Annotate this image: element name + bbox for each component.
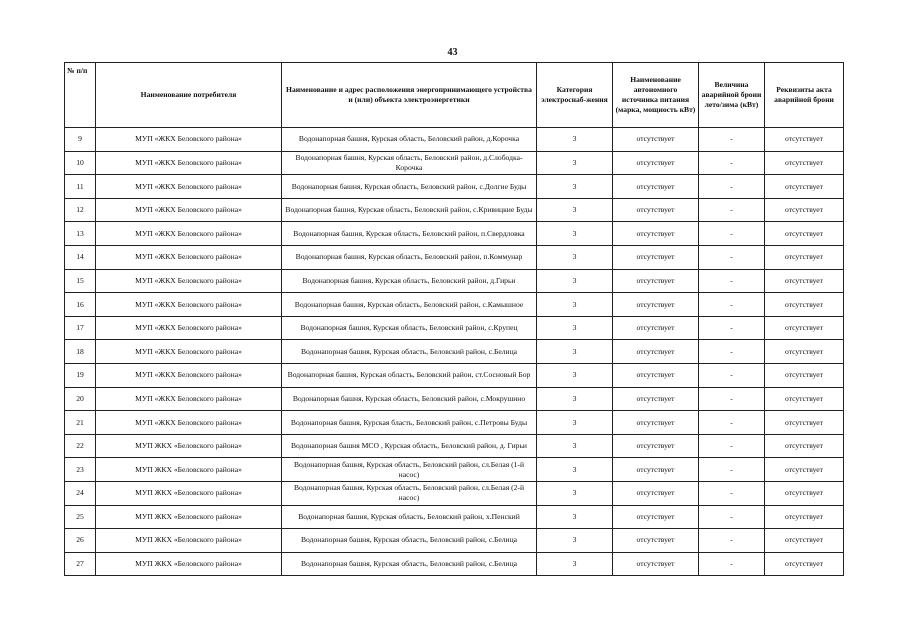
header-category: Категория электроснаб-жения (537, 63, 613, 128)
cell-consumer: МУП «ЖКХ Беловского района» (96, 175, 282, 199)
cell-act: отсутствует (765, 411, 844, 435)
header-consumer: Наименование потребителя (96, 63, 282, 128)
cell-source: отсутствует (613, 481, 699, 505)
cell-reserve: - (699, 245, 765, 269)
cell-consumer: МУП «ЖКХ Беловского района» (96, 363, 282, 387)
header-reserve: Величина аварийной брони лето/зима (кВт) (699, 63, 765, 128)
cell-source: отсутствует (613, 293, 699, 317)
table-row (65, 411, 844, 435)
table-row (65, 552, 844, 576)
cell-source: отсутствует (613, 198, 699, 222)
header-source: Наименование автономного источника питания (марка, мощность кВт) (613, 63, 699, 128)
cell-num: 10 (65, 151, 96, 175)
cell-num: 24 (65, 481, 96, 505)
header-act: Реквизиты акта аварийной брони (765, 63, 844, 128)
cell-act: отсутствует (765, 175, 844, 199)
cell-consumer: МУП «ЖКХ Беловского района» (96, 269, 282, 293)
cell-consumer: МУП ЖКХ «Беловского района» (96, 458, 282, 482)
table-row (65, 245, 844, 269)
cell-object: Водонапорная башня, Курская область, Беловский район, д.Корочка (282, 128, 537, 152)
cell-category: 3 (537, 387, 613, 411)
page-number: 43 (447, 47, 458, 58)
cell-num: 21 (65, 411, 96, 435)
cell-reserve: - (699, 505, 765, 529)
cell-category: 3 (537, 269, 613, 293)
cell-object: Водонапорная башня, Курская бласть, Беловский район, с.Петровы Буды (282, 411, 537, 435)
cell-consumer: МУП «ЖКХ Беловского района» (96, 316, 282, 340)
cell-source: отсутствует (613, 529, 699, 553)
cell-act: отсутствует (765, 481, 844, 505)
cell-num: 23 (65, 458, 96, 482)
cell-reserve: - (699, 222, 765, 246)
cell-act: отсутствует (765, 529, 844, 553)
cell-num: 13 (65, 222, 96, 246)
cell-act: отсутствует (765, 293, 844, 317)
cell-object: Водонапорная башня, Курская область, Беловский район, д.Гирьи (282, 269, 537, 293)
cell-act: отсутствует (765, 552, 844, 576)
cell-source: отсутствует (613, 434, 699, 458)
cell-category: 3 (537, 458, 613, 482)
cell-consumer: МУП ЖКХ «Беловского района» (96, 481, 282, 505)
cell-consumer: МУП «ЖКХ Беловского района» (96, 198, 282, 222)
table-row (65, 505, 844, 529)
cell-category: 3 (537, 128, 613, 152)
cell-num: 17 (65, 316, 96, 340)
cell-consumer: МУП «ЖКХ Беловского района» (96, 128, 282, 152)
cell-source: отсутствует (613, 505, 699, 529)
cell-category: 3 (537, 222, 613, 246)
cell-reserve: - (699, 363, 765, 387)
table-body (65, 128, 844, 576)
table-row (65, 316, 844, 340)
table-row (65, 458, 844, 482)
table-row (65, 481, 844, 505)
cell-source: отсутствует (613, 175, 699, 199)
cell-consumer: МУП ЖКХ «Беловского района» (96, 529, 282, 553)
cell-num: 25 (65, 505, 96, 529)
cell-object: Водонапорная башня, Курская область, Беловский район, х.Пенский (282, 505, 537, 529)
cell-act: отсутствует (765, 434, 844, 458)
cell-reserve: - (699, 458, 765, 482)
cell-object: Водонапорная башня, Курская область, Беловский район, сл.Белая (2-й насос) (282, 481, 537, 505)
cell-category: 3 (537, 198, 613, 222)
table-row (65, 128, 844, 152)
cell-object: Водонапорная башня, Курская область, Беловский район, п.Коммунар (282, 245, 537, 269)
cell-reserve: - (699, 175, 765, 199)
cell-category: 3 (537, 151, 613, 175)
cell-object: Водонапорная башня, Курская область, Беловский район, с.Белица (282, 552, 537, 576)
cell-source: отсутствует (613, 411, 699, 435)
cell-reserve: - (699, 128, 765, 152)
cell-reserve: - (699, 434, 765, 458)
table-row (65, 340, 844, 364)
cell-act: отсутствует (765, 387, 844, 411)
cell-consumer: МУП «ЖКХ Беловского района» (96, 222, 282, 246)
cell-reserve: - (699, 316, 765, 340)
cell-source: отсутствует (613, 151, 699, 175)
table-header-row (65, 63, 844, 128)
cell-category: 3 (537, 340, 613, 364)
cell-category: 3 (537, 411, 613, 435)
cell-category: 3 (537, 529, 613, 553)
cell-object: Водонапорная башня, Курская область, Беловский район, с.Крупец (282, 316, 537, 340)
cell-object: Водонапорная башня, Курская область, Беловский район, с.Долгие Буды (282, 175, 537, 199)
cell-category: 3 (537, 245, 613, 269)
energy-consumers-table (64, 62, 844, 576)
cell-object: Водонапорная башня, Курская область, Беловский район, с.Камышное (282, 293, 537, 317)
header-object: Наименование и адрес расположения энергопринимающего устройства и (или) объекта электроэнергетики (282, 63, 537, 128)
cell-object: Водонапорная башня, Курская область, Беловский район, ст.Сосновый Бор (282, 363, 537, 387)
cell-num: 12 (65, 198, 96, 222)
cell-act: отсутствует (765, 505, 844, 529)
cell-num: 9 (65, 128, 96, 152)
cell-object: Водонапорная башня, Курская область, Беловский район, с.Белица (282, 529, 537, 553)
cell-category: 3 (537, 363, 613, 387)
cell-reserve: - (699, 198, 765, 222)
header-num: № п/п (65, 63, 96, 128)
cell-num: 11 (65, 175, 96, 199)
cell-consumer: МУП «ЖКХ Беловского района» (96, 340, 282, 364)
cell-act: отсутствует (765, 245, 844, 269)
table-row (65, 198, 844, 222)
cell-reserve: - (699, 151, 765, 175)
cell-source: отсутствует (613, 245, 699, 269)
cell-act: отсутствует (765, 151, 844, 175)
cell-num: 20 (65, 387, 96, 411)
table-row (65, 387, 844, 411)
cell-object: Водонапорная башня, Курская область, Беловский район, с.Белица (282, 340, 537, 364)
cell-object: Водонапорная башня, Курская область, Беловский район, с.Мокрушино (282, 387, 537, 411)
table-row (65, 293, 844, 317)
cell-reserve: - (699, 387, 765, 411)
cell-consumer: МУП «ЖКХ Беловского района» (96, 293, 282, 317)
cell-reserve: - (699, 411, 765, 435)
cell-act: отсутствует (765, 222, 844, 246)
cell-consumer: МУП «ЖКХ Беловского района» (96, 151, 282, 175)
cell-num: 14 (65, 245, 96, 269)
cell-num: 26 (65, 529, 96, 553)
cell-source: отсутствует (613, 316, 699, 340)
cell-category: 3 (537, 481, 613, 505)
cell-category: 3 (537, 505, 613, 529)
table-row (65, 434, 844, 458)
table-row (65, 151, 844, 175)
cell-num: 19 (65, 363, 96, 387)
cell-source: отсутствует (613, 340, 699, 364)
cell-category: 3 (537, 293, 613, 317)
cell-reserve: - (699, 481, 765, 505)
cell-consumer: МУП «ЖКХ Беловского района» (96, 387, 282, 411)
cell-category: 3 (537, 175, 613, 199)
table-row (65, 269, 844, 293)
cell-reserve: - (699, 293, 765, 317)
table-row (65, 222, 844, 246)
cell-object: Водонапорная башня МСО , Курская область, Беловский район, д. Гирьи (282, 434, 537, 458)
cell-category: 3 (537, 316, 613, 340)
cell-consumer: МУП «ЖКХ Беловского района» (96, 245, 282, 269)
cell-act: отсутствует (765, 340, 844, 364)
cell-source: отсутствует (613, 552, 699, 576)
cell-reserve: - (699, 529, 765, 553)
cell-act: отсутствует (765, 198, 844, 222)
cell-object: Водонапорная башня, Курская область, Беловский район, сл.Белая (1-й насос) (282, 458, 537, 482)
cell-act: отсутствует (765, 458, 844, 482)
cell-source: отсутствует (613, 387, 699, 411)
cell-source: отсутствует (613, 269, 699, 293)
cell-consumer: МУП ЖКХ «Беловского района» (96, 434, 282, 458)
cell-num: 16 (65, 293, 96, 317)
cell-source: отсутствует (613, 458, 699, 482)
cell-object: Водонапорная башня, Курская область, Беловский район, п.Свердловка (282, 222, 537, 246)
cell-source: отсутствует (613, 363, 699, 387)
cell-num: 27 (65, 552, 96, 576)
cell-num: 18 (65, 340, 96, 364)
cell-consumer: МУП ЖКХ «Беловского района» (96, 552, 282, 576)
cell-source: отсутствует (613, 128, 699, 152)
cell-num: 22 (65, 434, 96, 458)
cell-category: 3 (537, 552, 613, 576)
cell-category: 3 (537, 434, 613, 458)
cell-object: Водонапорная башня, Курская область, Беловский район, д.Слободка-Корочка (282, 151, 537, 175)
cell-act: отсутствует (765, 363, 844, 387)
cell-act: отсутствует (765, 128, 844, 152)
cell-num: 15 (65, 269, 96, 293)
cell-object: Водонапорная башня, Курская область, Беловский район, с.Кривицкие Буды (282, 198, 537, 222)
table-row (65, 175, 844, 199)
table-row (65, 363, 844, 387)
cell-reserve: - (699, 269, 765, 293)
table-row (65, 529, 844, 553)
cell-consumer: МУП ЖКХ «Беловского района» (96, 505, 282, 529)
cell-act: отсутствует (765, 316, 844, 340)
cell-act: отсутствует (765, 269, 844, 293)
cell-source: отсутствует (613, 222, 699, 246)
cell-reserve: - (699, 552, 765, 576)
cell-consumer: МУП «ЖКХ Беловского района» (96, 411, 282, 435)
cell-reserve: - (699, 340, 765, 364)
